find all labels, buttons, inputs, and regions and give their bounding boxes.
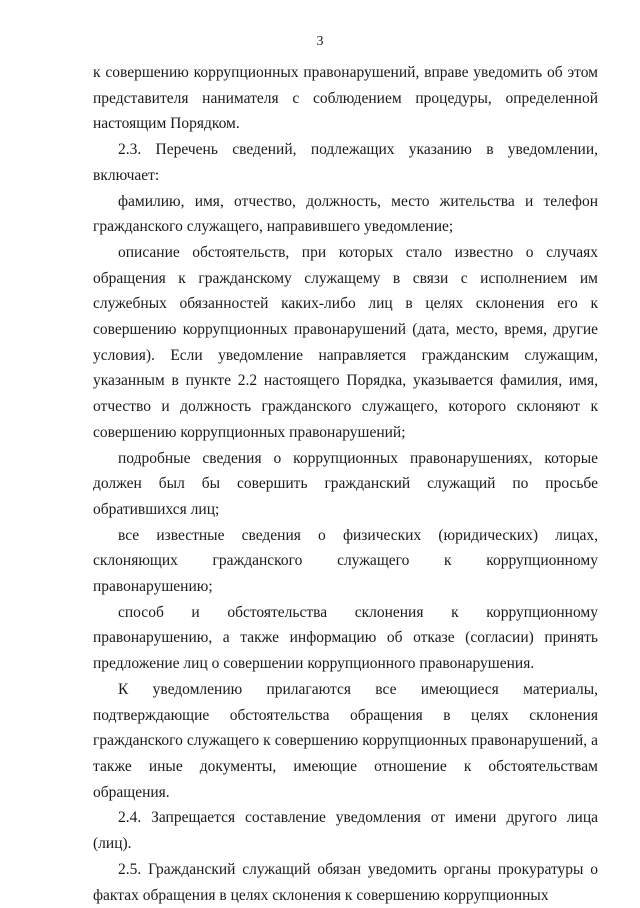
paragraph-item-personal-data: фамилию, имя, отчество, должность, место жительства и телефон гражданского служащего, направившего уведомление; [93,192,598,236]
paragraph-continuation: к совершению коррупционных правонарушений, вправе уведомить об этом представителя нанимателя с соблюдением процедуры, определенной настоящим Порядком. [93,64,598,133]
paragraph-clause-2-4: 2.4. Запрещается составление уведомления от имени другого лица (лиц). [93,809,598,853]
paragraph-item-method: способ и обстоятельства склонения к коррупционному правонарушению, а также информацию об отказе (согласии) принять предложение лиц о совершении коррупционного правонарушения. [93,603,598,673]
paragraph-attachments: К уведомлению прилагаются все имеющиеся материалы, подтверждающие обстоятельства обращения в целях склонения гражданского служащего к совершению коррупционных правонарушений, а также иные документы, имеющие отношение к обстоятельствам обращения. [93,680,598,801]
document-body [93,60,598,908]
paragraph-item-circumstances: описание обстоятельств, при которых стало известно о случаях обращения к гражданскому служащему в связи с исполнением им служебных обязанностей каких-либо лиц в целях склонения его к совершению коррупционных правонарушений (дата, место, время, другие условия). Если уведомление направляется гражданским служащим, указанным в пункте 2.2 настоящего Порядка, указывается фамилия, имя, отчество и должность гражданского служащего, которого склоняют к совершению коррупционных правонарушений; [93,243,598,441]
paragraph-clause-2-3: 2.3. Перечень сведений, подлежащих указанию в уведомлении, включает: [93,141,598,184]
page-number: 3 [316,34,324,49]
paragraph-item-persons: все известные сведения о физических (юридических) лицах, склоняющих гражданского служащего к коррупционному правонарушению; [93,526,598,596]
paragraph-clause-2-5: 2.5. Гражданский служащий обязан уведомить органы прокуратуры о фактах обращения в целях склонения к совершению коррупционных [93,860,598,904]
paragraph-item-offense-details: подробные сведения о коррупционных правонарушениях, которые должен был бы совершить гражданский служащий по просьбе обратившихся лиц; [93,449,598,518]
